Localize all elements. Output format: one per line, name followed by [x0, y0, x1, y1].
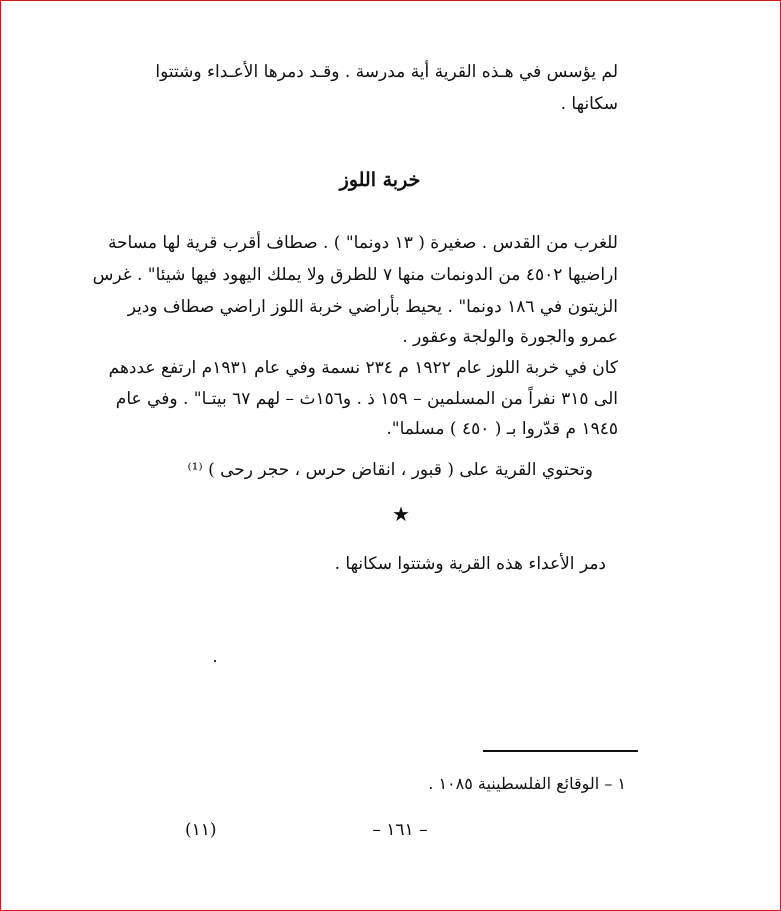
footnote-rule: [483, 750, 638, 752]
intro-line-1: لم يؤسس في هـذه القرية أية مدرسة . وقـد دمرها الأعـداء وشتتوا: [155, 62, 618, 82]
paragraph1-line-1: للغرب من القدس . صغيرة ( ١٣ دونما" ) . صطاف أقرب قرية لها مساحة: [107, 233, 618, 253]
page-number: – ١٦١ –: [372, 820, 428, 840]
paragraph1-line-2: اراضيها ٤٥٠٢ من الدونمات منها ٧ للطرق ولا يملك اليهود فيها شيئا" . غرس: [92, 265, 618, 285]
section-title: خربة اللوز: [339, 169, 421, 191]
paragraph1-line-3: الزيتون في ١٨٦ دونما" . يحيط بأراضي خربة اللوز اراضي صطاف ودير: [127, 297, 618, 317]
closing-line: دمر الأعداء هذه القرية وشتتوا سكانها .: [334, 554, 606, 574]
footnote: ١ – الوقائع الفلسطينية ١٠٨٥ .: [428, 774, 626, 793]
paragraph2-line-2: الى ٣١٥ نفراً من المسلمين – ١٥٩ ذ . و١٥٦ث – لهم ٦٧ بيتـا" . وفي عام: [115, 389, 618, 409]
intro-line-2: سكانها .: [560, 94, 618, 114]
paragraph2-line-1: كان في خربة اللوز عام ١٩٢٢ م ٢٣٤ نسمة وفي عام ١٩٣١م ارتفع عددهم: [108, 358, 618, 378]
speck: [214, 660, 216, 662]
paragraph2-line-3: ١٩٤٥ م قدّروا بـ ( ٤٥٠ ) مسلما".: [386, 419, 618, 439]
separator-star: ★: [392, 502, 410, 526]
paragraph1-line-4: عمرو والجورة والولجة وعقور .: [402, 327, 618, 347]
volume-marker: (١١): [185, 820, 217, 840]
paragraph3-line: وتحتوي القرية على ( قبور ، انقاض حرس ، حجر رحى ) ⁽¹⁾: [187, 460, 593, 480]
